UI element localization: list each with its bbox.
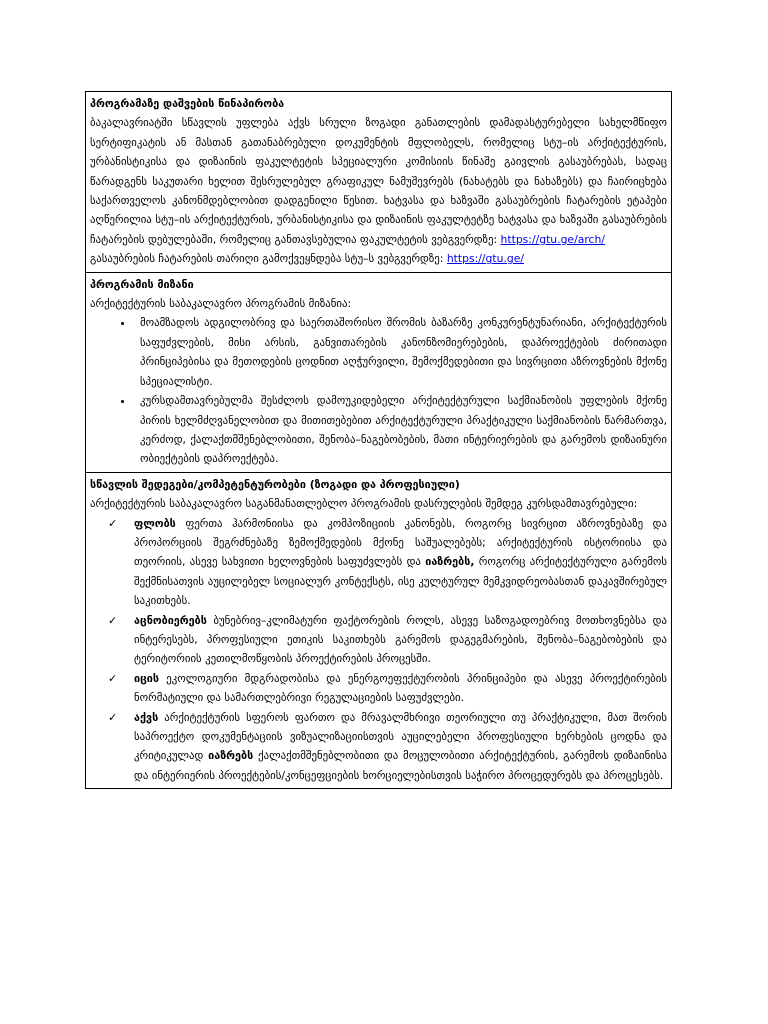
goal-intro: არქიტექტურის საბაკალავრო პროგრამის მიზანია: — [90, 297, 352, 311]
outcome-bold-verb: იაზრებს, — [425, 555, 475, 569]
outcome-text-continued: როგორც არქიტექტურული გარემოს შექმნისათვის აუცილებელ სოციალურ კონტექსტს, ისე კულტურულ მემკვიდრეობასთან დაკავშირებულ საკითხებს. — [134, 555, 667, 608]
goal-row — [86, 272, 672, 472]
admission-row — [86, 92, 672, 273]
interview-date-line — [90, 249, 667, 268]
admission-cell — [86, 92, 672, 273]
goal-bullet-item: • მოამზადოს ადგილობრივ და საერთაშორისო შრომის ბაზარზე კონკურენტუნარიანი, არქიტექტურის საფუძვლების, მისი არსის, განვითარების კანონზომიერებების, დაპროექტების ძირითადი პრინციპებისა და მეთოდების ცოდნით აღჭურვილი, შემოქმედებითი და სივრცითი აზროვნების მქონე სპეციალისტი. — [134, 313, 667, 391]
outcome-text: ფერთა ჰარმონიისა და კომპოზიციის კანონებს, როგორც სივრცით აზროვნებაზე და პროპორციის შეგრძნებაზე ზემოქმედების მქონე საშუალებებს; არქიტექტურის ისტორიისა და თეორიის, ასევე სახვითი ხელოვნების საფუძვლებს და — [134, 516, 667, 569]
outcome-item — [108, 514, 667, 611]
outcome-text: ბუნებრივ–კლიმატური ფაქტორების როლს, ასევე საზოგადოებრივ მოთხოვნებსა და ინტერესებს, პროფესიული ეთიკის საკითხებს გარემოს დაგეგმარების, შენობა–ნაგებობების და ტერიტორიის კეთილმოწყობის პროექტირების პროცესში. — [134, 613, 667, 666]
outcome-text: ეკოლოგიური მდგრადობისა და ენერგოეფექტურობის პრინციპები და ასევე პროექტირების ნორმატიული და სამართლებრივი რეგულაციების საფუძვლები. — [134, 671, 667, 705]
outcome-lead-verb: იცის — [134, 671, 160, 685]
goal-cell — [86, 272, 672, 472]
outcome-lead-verb: აქვს — [134, 710, 159, 724]
outcome-lead-verb: ფლობს — [134, 516, 176, 530]
program-table — [85, 91, 672, 789]
outcome-item — [108, 611, 667, 669]
outcome-item — [108, 708, 667, 786]
outcomes-heading: სწავლის შედეგები/კომპეტენტურობები (ზოგადი და პროფესიული) — [90, 477, 460, 491]
goal-bullet-item: • კურსდამთავრებულმა შესძლოს დამოუკიდებელი არქიტექტურული საქმიანობის უფლების მქონე პირის ხელმძღვანელობით და მითითებებით არქიტექტურული პრაქტიკული საქმიანობის წარმართვა, კერძოდ, ქალაქთმშენებლობითი, შენობა–ნაგებობების, მათი ინტერიერების და გარემოს დიზაინური ობიექტების დაპროექტება. — [134, 391, 667, 469]
check-mark-icon: ✓ — [108, 516, 118, 530]
outcome-text-continued: ქალაქთმშენებლობითი და მოცულობითი არქიტექტურის, გარემოს დიზაინისა და ინტერიერის პროექტების/კონცეფციების ხორციელებისთვის საჭირო პროცედურებს და პროცესებს. — [134, 749, 667, 782]
outcomes-row — [86, 472, 672, 789]
outcome-text: არქიტექტურის სფეროს ფართო და მრავალმხრივი თეორიული თუ პრაქტიკული, მათ შორის საპროექტო დოკუმენტაციის ვიზუალიზაციისთვის აუცილებელი პროფესიული ხერხების ცოდნა და კრიტიკულად — [134, 710, 667, 763]
arch-link[interactable]: https://gtu.ge/arch/ — [500, 232, 605, 246]
gtu-link[interactable]: https://gtu.ge/ — [446, 252, 525, 266]
outcomes-cell — [86, 472, 672, 789]
goal-heading: პროგრამის მიზანი — [90, 277, 194, 291]
outcome-lead-verb: აცნობიერებს — [134, 613, 207, 627]
outcome-bold-verb: იაზრებს — [208, 749, 254, 763]
admission-paragraph — [90, 113, 667, 249]
check-mark-icon: ✓ — [108, 613, 118, 627]
check-mark-icon: ✓ — [108, 671, 118, 685]
check-mark-icon: ✓ — [108, 710, 118, 724]
document-page — [85, 91, 672, 789]
outcome-item — [108, 669, 667, 708]
admission-heading: პროგრამაზე დაშვების წინაპირობა — [90, 97, 285, 110]
goal-list — [90, 313, 667, 468]
interview-date-text: გასაუბრების ჩატარების თარიღი გამოქვეყნდება სტუ–ს ვებგვერდზე: — [90, 252, 444, 266]
outcomes-list — [90, 514, 667, 786]
outcomes-intro: არქიტექტურის საბაკალავრო საგანმანათლებლო პროგრამის დასრულების შემდეგ კურსდამთავრებული: — [90, 497, 638, 511]
admission-text: ბაკალავრიატში სწავლის უფლება აქვს სრული ზოგადი განათლების დამადასტურებელი სახელმწიფო სერტიფიკატის ან მასთან გათანაბრებული დოკუმენტის მფლობელს, რომელიც სტუ–ის არქიტექტურის, ურბანისტიკისა და დიზაინის ფაკულტეტის სპეციალური კომისიის წინაშე გაივლის გასაუბრებას, სადაც წარადგენს საკუთარი ხელით შესრულებულ გრაფიკულ ნამუშევრებს (ნახატებს და ნახაზებს) და ჩაირიცხება საქართველოს კანონმდებლობით დადგენილი წესით. ხატვასა და ხაზვაში გასაუბრების ჩატარების ეტაპები აღწერილია სტუ–ის არქიტექტურის, ურბანისტიკისა და დიზაინის ფაკულტეტზე ხატვასა და ხაზვაში გასაუბრების ჩატარების დებულებაში, რომელიც განთავსებულია ფაკულტეტის ვებგვერდზე: — [90, 116, 667, 246]
